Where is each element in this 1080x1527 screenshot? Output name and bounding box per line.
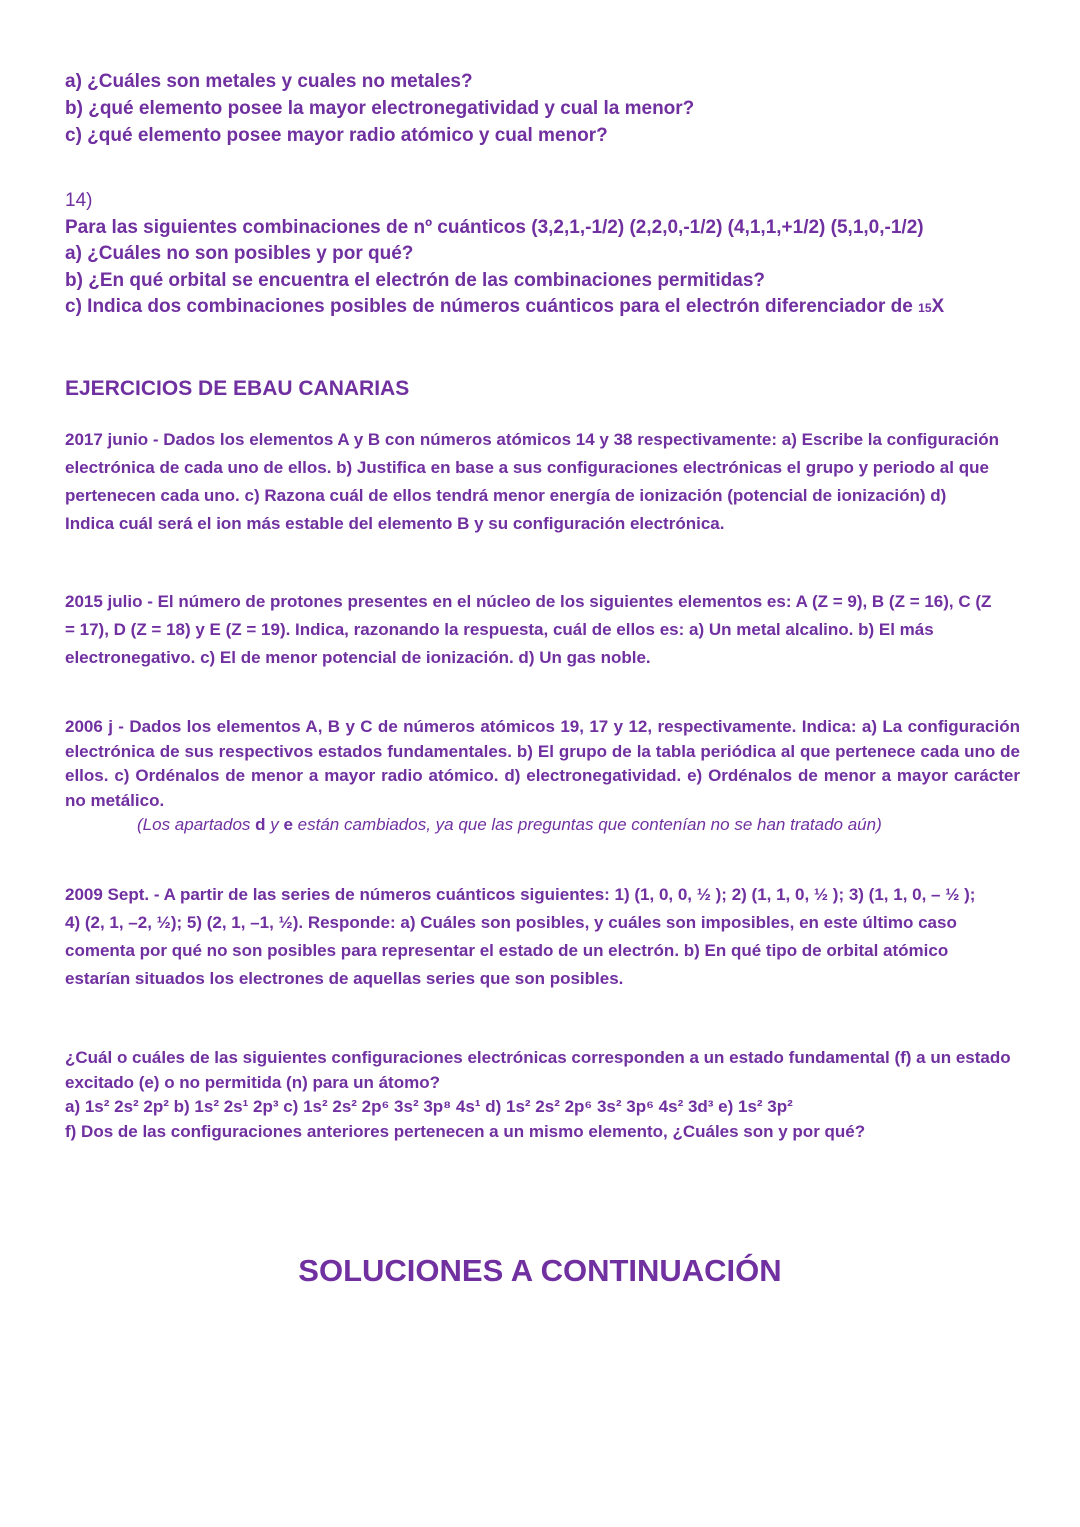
ex2015-line-3: electronegativo. c) El de menor potencial de ionización. d) Un gas noble. bbox=[65, 648, 651, 667]
ex2009-line-2: 4) (2, 1, –2, ½); 5) (2, 1, –1, ½). Responde: a) Cuáles son posibles, y cuáles son imposibles, en este último caso bbox=[65, 913, 957, 932]
ex2017-line-1: 2017 junio - Dados los elementos A y B con números atómicos 14 y 38 respectivamente: a) Escribe la configuración bbox=[65, 430, 1000, 449]
q13-part-c: c) ¿qué elemento posee mayor radio atómico y cual menor? bbox=[65, 125, 608, 146]
q13-part-a: a) ¿Cuáles son metales y cuales no metales? bbox=[65, 71, 473, 92]
exercise-2006 bbox=[65, 715, 1020, 838]
ex2015-line-1: 2015 julio - El número de protones presentes en el núcleo de los siguientes elementos es: A (Z = 9), B (Z = 16), C (Z bbox=[65, 592, 992, 611]
exercise-configurations bbox=[65, 1046, 1020, 1144]
ex2015-line-2: = 17), D (Z = 18) y E (Z = 19). Indica, razonando la respuesta, cuál de ellos es: a) Un metal alcalino. b) El más bbox=[65, 620, 934, 639]
ex2009-line-1: 2009 Sept. - A partir de las series de números cuánticos siguientes: 1) (1, 0, 0, ½ ); 2) (1, 1, 0, ½ ); 3) (1, 1, 0, – ½ ); bbox=[65, 885, 976, 904]
exercise-2009 bbox=[65, 881, 1020, 993]
ex2009-line-3: comenta por qué no son posibles para representar el estado de un electrón. b) En qué tipo de orbital atómico bbox=[65, 941, 949, 960]
ex2006-note-e: e bbox=[283, 815, 293, 834]
ex2006-note bbox=[65, 813, 1020, 838]
config-line-1: ¿Cuál o cuáles de las siguientes configuraciones electrónicas corresponden a un estado fundamental (f) a un estado bbox=[65, 1048, 1011, 1067]
q14-part-a: a) ¿Cuáles no son posibles y por qué? bbox=[65, 243, 414, 264]
ex2017-line-4: Indica cuál será el ion más estable del elemento B y su configuración electrónica. bbox=[65, 514, 725, 533]
question-14 bbox=[65, 188, 1020, 322]
q14-subscript: 15 bbox=[918, 301, 932, 315]
q13-part-b: b) ¿qué elemento posee la mayor electronegatividad y cual la menor? bbox=[65, 98, 695, 119]
solutions-heading: SOLUCIONES A CONTINUACIÓN bbox=[298, 1253, 782, 1288]
q14-part-b: b) ¿En qué orbital se encuentra el electrón de las combinaciones permitidas? bbox=[65, 269, 766, 291]
ex2017-line-2: electrónica de cada uno de ellos. b) Justifica en base a sus configuraciones electrónicas el grupo y periodo al que bbox=[65, 458, 989, 477]
config-part-f: f) Dos de las configuraciones anteriores pertenecen a un mismo elemento, ¿Cuáles son y por qué? bbox=[65, 1121, 866, 1141]
ex2009-line-4: estarían situados los electrones de aquellas series que son posibles. bbox=[65, 969, 624, 988]
exercise-2015 bbox=[65, 588, 1020, 672]
config-line-2: excitado (e) o no permitida (n) para un átomo? bbox=[65, 1072, 440, 1092]
ex2006-text: 2006 j - Dados los elementos A, B y C de números atómicos 19, 17 y 12, respectivamente. Indica: a) La configuración electrónica de sus respectivos estados fundamentales. b) El grupo de la tabla periódica al que pertenece cada uno de ellos. c) Ordénalos de menor a mayor radio atómico. d) electronegatividad. e) Ordénalos de menor a mayor carácter no metálico. bbox=[65, 717, 1020, 810]
q14-element-symbol: X bbox=[931, 296, 945, 317]
ex2006-note-end: están cambiados, ya que las preguntas que contenían no se han tratado aún) bbox=[292, 815, 882, 834]
q14-number: 14) bbox=[65, 190, 93, 211]
exercise-2017 bbox=[65, 426, 1020, 538]
ex2017-line-3: pertenecen cada uno. c) Razona cuál de ellos tendrá menor energía de ionización (potencial de ionización) d) bbox=[65, 486, 947, 505]
ex2006-note-d: d bbox=[255, 815, 266, 834]
q14-part-c bbox=[65, 294, 1020, 322]
question-13-parts bbox=[65, 68, 1020, 149]
q14-intro: Para las siguientes combinaciones de nº cuánticos (3,2,1,-1/2) (2,2,0,-1/2) (4,1,1,+1/2) (5,1,0,-1/2) bbox=[65, 216, 924, 238]
section-heading: EJERCICIOS DE EBAU CANARIAS bbox=[65, 377, 410, 400]
ex2006-note-y: y bbox=[265, 815, 284, 834]
ex2006-note-start: (Los apartados bbox=[137, 815, 256, 834]
q14-part-c-text: c) Indica dos combinaciones posibles de números cuánticos para el electrón diferenciador de bbox=[65, 296, 913, 317]
config-options: a) 1s² 2s² 2p² b) 1s² 2s¹ 2p³ c) 1s² 2s² 2p⁶ 3s² 3p⁸ 4s¹ d) 1s² 2s² 2p⁶ 3s² 3p⁶ 4s² 3d³ e) 1s² 3p² bbox=[65, 1097, 793, 1116]
